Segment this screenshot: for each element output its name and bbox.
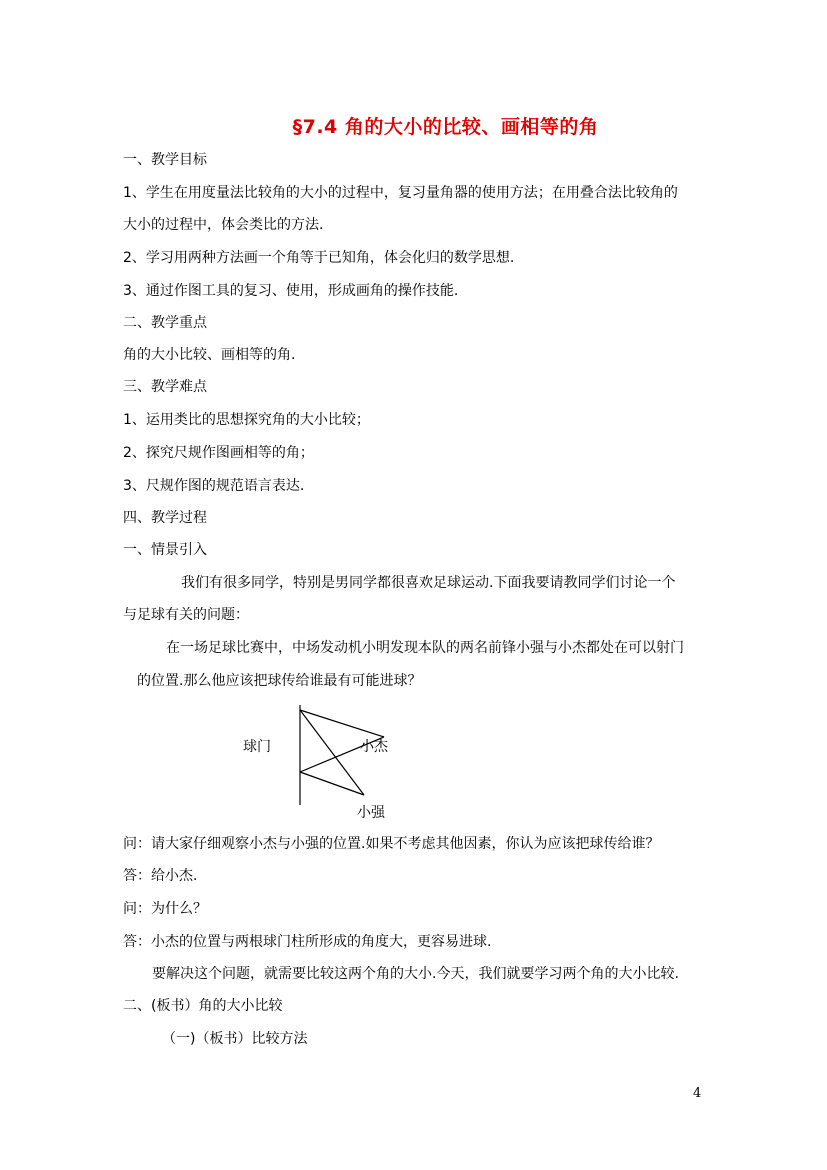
diagram-lines <box>236 700 416 825</box>
section-heading-comparison: 二、(板书）角的大小比较 <box>123 998 283 1014</box>
paragraph-line: 1、运用类比的思想探究角的大小比较； <box>123 412 370 428</box>
xiaojie-upper-line <box>300 710 384 737</box>
paragraph-line: 答：小杰的位置与两根球门柱所形成的角度大，更容易进球. <box>123 934 492 950</box>
soccer-angle-diagram <box>236 700 416 825</box>
page-title: §7.4 角的大小的比较、画相等的角 <box>292 116 599 138</box>
paragraph-line: 3、通过作图工具的复习、使用，形成画角的操作技能. <box>123 283 459 299</box>
xiaoqiang-lower-line <box>300 772 364 795</box>
page-number: 4 <box>693 1086 702 1101</box>
xiaojie-label: 小杰 <box>360 739 388 755</box>
section-heading-objectives: 一、教学目标 <box>123 152 207 168</box>
subsection-heading-intro: 一、情景引入 <box>123 542 207 558</box>
paragraph-line: 2、学习用两种方法画一个角等于已知角，体会化归的数学思想. <box>123 250 515 266</box>
paragraph-line: 的位置.那么他应该把球传给谁最有可能进球？ <box>137 673 422 689</box>
xiaoqiang-upper-line <box>300 710 364 795</box>
paragraph-line: 角的大小比较、画相等的角. <box>123 347 296 363</box>
section-heading-process: 四、教学过程 <box>123 510 207 526</box>
xiaoqiang-label: 小强 <box>357 805 385 821</box>
paragraph-line: 1、学生在用度量法比较角的大小的过程中，复习量角器的使用方法；在用叠合法比较角的 <box>123 185 678 201</box>
paragraph-line: 3、尺规作图的规范语言表达. <box>123 478 305 494</box>
paragraph-line: 要解决这个问题，就需要比较这两个角的大小.今天，我们就要学习两个角的大小比较. <box>152 966 679 982</box>
paragraph-line: 2、探究尺规作图画相等的角； <box>123 445 314 461</box>
goal-label: 球门 <box>243 739 271 755</box>
paragraph-line: 与足球有关的问题： <box>123 607 249 623</box>
paragraph-line: 我们有很多同学，特别是男同学都很喜欢足球运动.下面我要请教同学们讨论一个 <box>181 575 676 591</box>
paragraph-line: 答：给小杰. <box>123 868 198 884</box>
subsection-heading-methods: （一)（板书）比较方法 <box>162 1031 308 1047</box>
paragraph-line: 在一场足球比赛中，中场发动机小明发现本队的两名前锋小强与小杰都处在可以射门 <box>166 640 684 656</box>
section-heading-difficulties: 三、教学难点 <box>123 379 207 395</box>
paragraph-line: 问：请大家仔细观察小杰与小强的位置.如果不考虑其他因素，你认为应该把球传给谁？ <box>123 836 660 852</box>
paragraph-line: 大小的过程中，体会类比的方法. <box>123 217 324 233</box>
paragraph-line: 问：为什么？ <box>123 901 207 917</box>
section-heading-key-points: 二、教学重点 <box>123 315 207 331</box>
